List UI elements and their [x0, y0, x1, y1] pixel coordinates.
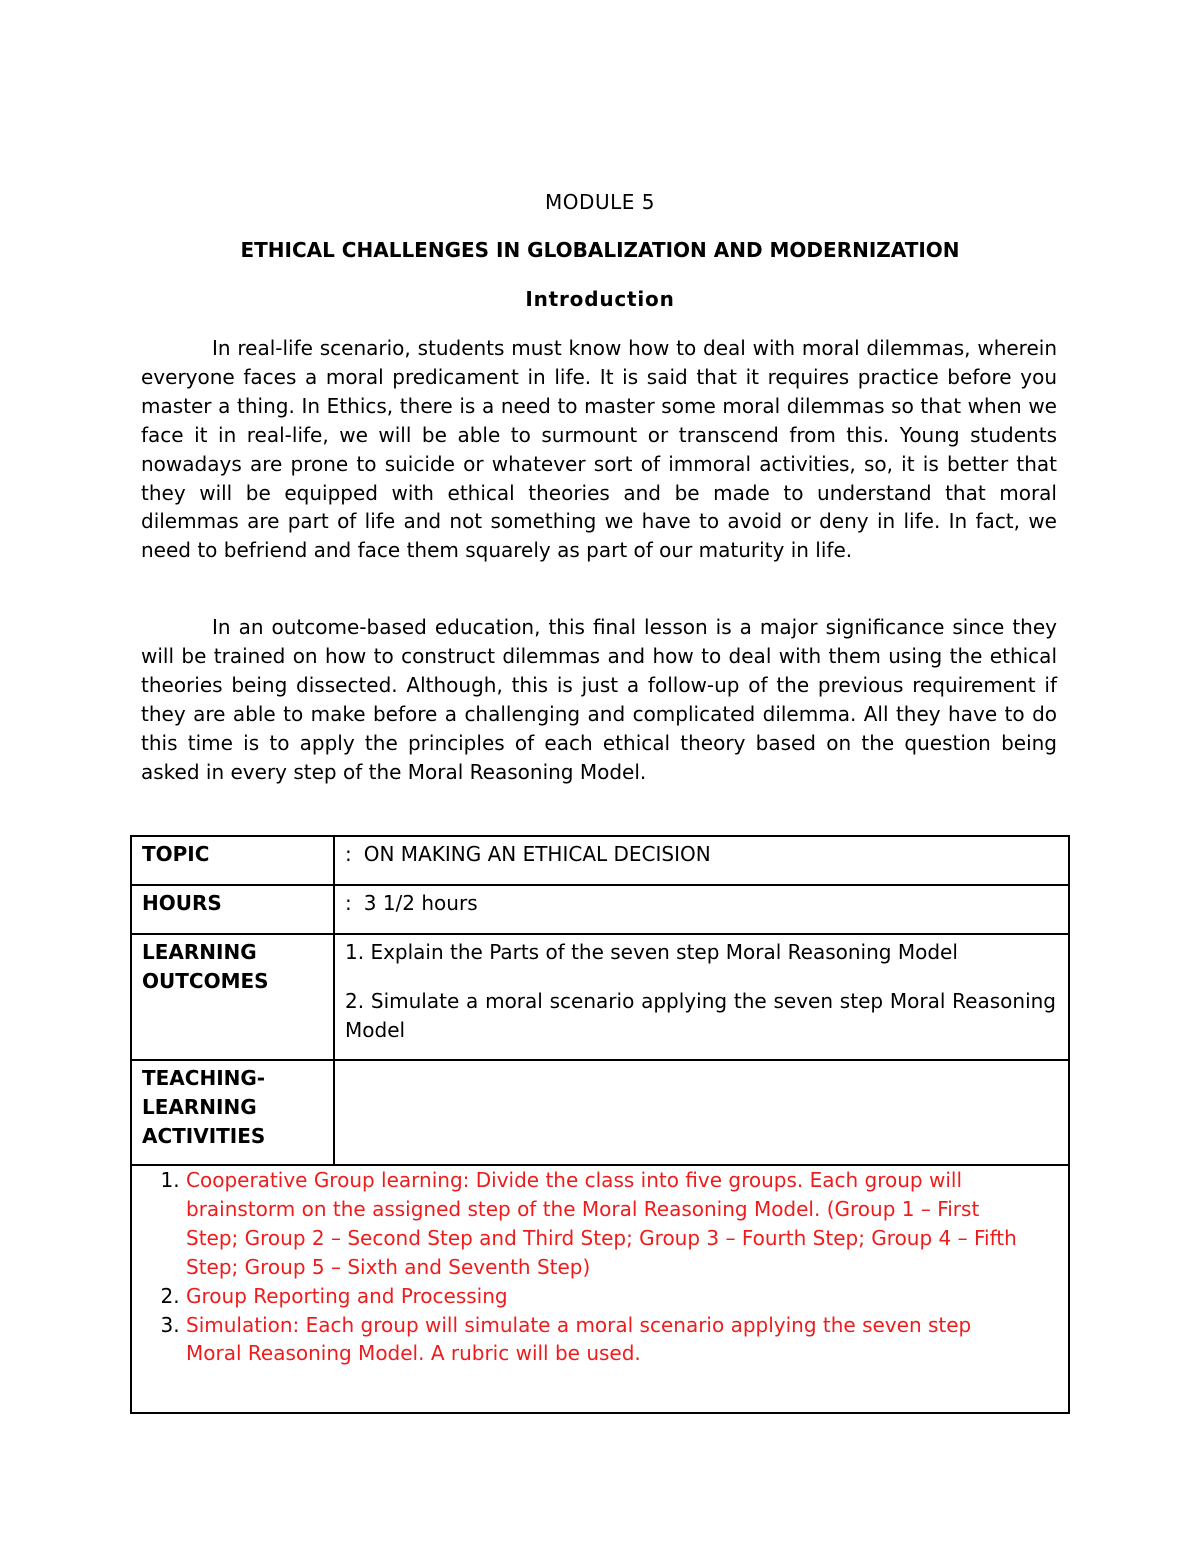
topic-value: ON MAKING AN ETHICAL DECISION: [363, 842, 711, 866]
table-row-teaching-learning-activities: [131, 1060, 1069, 1165]
topic-label: TOPIC: [131, 836, 334, 885]
hours-colon: :: [345, 891, 352, 915]
topic-colon: :: [345, 842, 352, 866]
table-row-learning-outcomes: [131, 934, 1069, 1060]
topic-value-cell: [334, 836, 1069, 885]
activities-cell: [131, 1165, 1069, 1413]
hours-value-cell: [334, 885, 1069, 934]
activities-list: [132, 1166, 1028, 1368]
section-heading: Introduction: [525, 287, 675, 311]
intro-paragraph-1: In real-life scenario, students must know how to deal with moral dilemmas, wherein everyone faces a moral predicament in life. It is said that it requires practice before you master a thing. In Ethics, there is a need to master some moral dilemmas so that when we face it in real-life, we will be able to surmount or transcend from this. Young students nowadays are prone to suicide or whatever sort of immoral activities, so, it is better that they will be equipped with ethical theories and be made to understand that moral dilemmas are part of life and not something we have to avoid or deny in life. In fact, we need to befriend and face them squarely as part of our maturity in life.: [141, 336, 1057, 563]
activity-item: 1. Cooperative Group learning: Divide the class into five groups. Each group will brainstorm on the assigned step of the Moral Reasoning Model. (Group 1 – First Step; Group 2 – Second Step and Third Step; Group 3 – Fourth Step; Group 4 – Fifth Step; Group 5 – Sixth and Seventh Step): [186, 1166, 1028, 1282]
table-row-activities: [131, 1165, 1069, 1413]
learning-outcome-item: 1. Explain the Parts of the seven step Moral Reasoning Model: [345, 940, 958, 964]
activity-item: 3. Simulation: Each group will simulate a moral scenario applying the seven step Moral Reasoning Model. A rubric will be used.: [186, 1311, 1028, 1369]
table-row-topic: [131, 836, 1069, 885]
activity-item: 2. Group Reporting and Processing: [186, 1282, 1028, 1311]
module-label: MODULE 5: [545, 190, 655, 214]
module-title: ETHICAL CHALLENGES IN GLOBALIZATION AND MODERNIZATION: [240, 238, 960, 262]
learning-outcomes-cell: [334, 934, 1069, 1060]
intro-paragraph-2: In an outcome-based education, this final lesson is a major significance since they will be trained on how to construct dilemmas and how to deal with them using the ethical theories being dissected. Although, this is just a follow-up of the previous requirement if they are able to make before a challenging and complicated dilemma. All they have to do this time is to apply the principles of each ethical theory based on the question being asked in every step of the Moral Reasoning Model.: [141, 615, 1057, 784]
course-info-table: [130, 835, 1070, 1414]
hours-label: HOURS: [131, 885, 334, 934]
table-row-hours: [131, 885, 1069, 934]
learning-outcome-item: 2. Simulate a moral scenario applying the seven step Moral Reasoning Model: [345, 988, 1056, 1042]
learning-outcomes-label: LEARNING OUTCOMES: [131, 934, 334, 1060]
teaching-learning-activities-value: [334, 1060, 1069, 1165]
hours-value: 3 1/2 hours: [363, 891, 478, 915]
teaching-learning-activities-label: TEACHING-LEARNING ACTIVITIES: [131, 1060, 334, 1165]
